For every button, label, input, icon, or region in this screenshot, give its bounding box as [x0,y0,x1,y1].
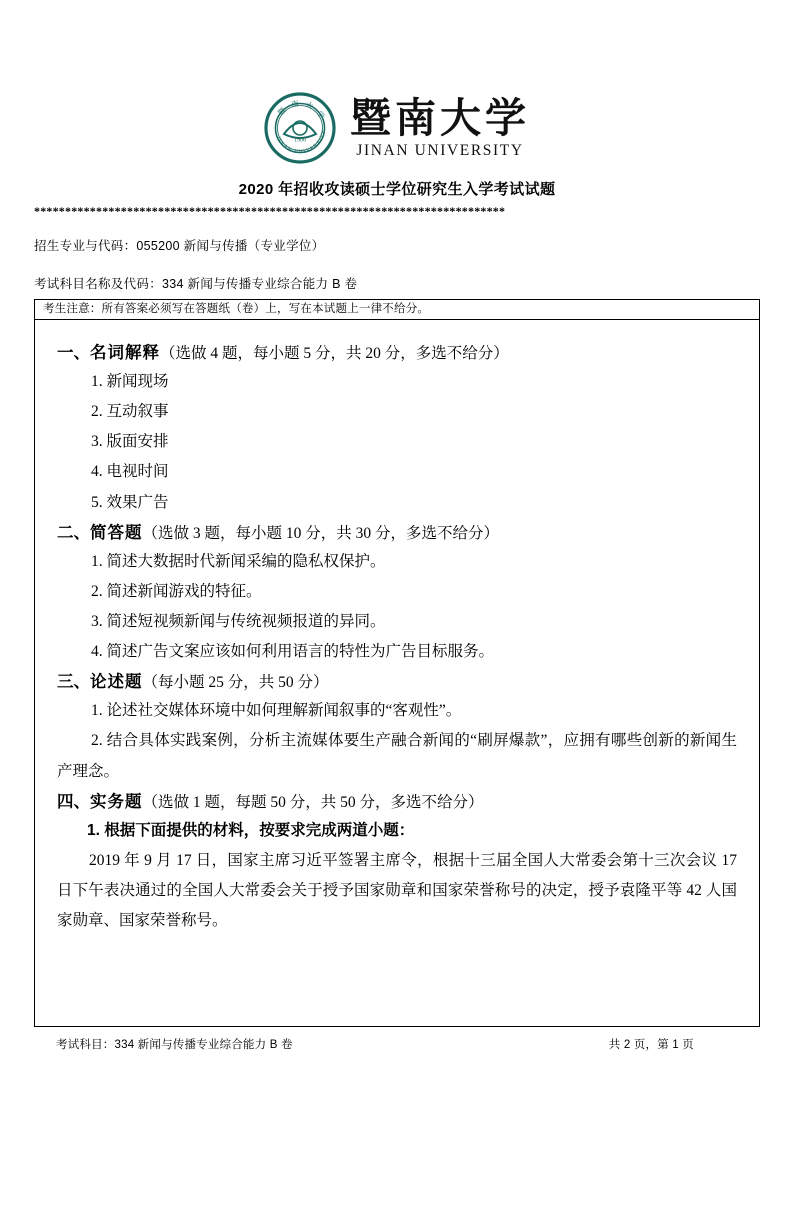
section-name: 论述题 [90,673,143,692]
exam-content-box [34,320,760,1027]
section-number: 三、 [57,673,90,692]
university-logo-block [0,86,794,170]
svg-text:1906: 1906 [294,137,306,144]
question-item: 1. 简述大数据时代新闻采编的隐私权保护。 [91,552,386,570]
section-name: 名词解释 [90,344,160,362]
question-item: 2. 简述新闻游戏的特征。 [91,582,262,600]
question-item: 3. 简述短视频新闻与传统视频报道的异同。 [91,612,386,630]
question-item: 5. 效果广告 [91,493,169,511]
university-wordmark [350,97,530,159]
section-heading-1 [57,340,737,367]
practical-subitem: 1. 根据下面提供的材料，按要求完成两道小题： [87,821,415,839]
question-item [57,726,737,786]
section-heading-4 [57,789,737,816]
question-item: 4. 简述广告文案应该如何利用语言的特性为广告目标服务。 [91,643,495,661]
section-scoring-note: （每小题 25 分，共 50 分） [142,674,329,692]
subject-and-code-line: 考试科目名称及代码：334 新闻与传播专业综合能力 B 卷 [34,277,358,291]
wordmark-english: JINAN UNIVERSITY [356,142,524,160]
question-rest: 分析主流媒体要生产融合新闻的“刷屏爆款”，应拥有哪些创新的新闻生产理念。 [57,732,737,780]
question-item: 2. 互动叙事 [91,402,169,420]
section-number: 二、 [57,523,90,542]
footer-subject: 考试科目：334 新闻与传播专业综合能力 B 卷 [56,1039,293,1051]
svg-text:暨 南 大 学: 暨 南 大 学 [276,98,328,123]
section-scoring-note: （选做 3 题，每小题 10 分，共 30 分，多选不给分） [142,524,500,542]
material-paragraph: 2019 年 9 月 17 日，国家主席习近平签署主席令，根据十三届全国人大常委会第十三次会议 17 日下午表决通过的全国人大常委会关于授予国家勋章和国家荣誉称号的决定，授予袁隆平等 42 人国家勋章、国家荣誉称号。 [57,851,737,930]
exam-title: 2020 年招收攻读硕士学位研究生入学考试试题 [238,181,556,198]
section-heading-3 [57,669,737,696]
asterisk-divider: **************************************************************************** [34,204,506,218]
candidate-notice-box: 考生注意：所有答案必须写在答题纸（卷）上，写在本试题上一律不给分。 [34,299,760,320]
section-number: 四、 [57,792,90,811]
question-lead: 2. 结合具体实践案例， [91,732,249,750]
section-scoring-note: （选做 1 题，每题 50 分，共 50 分，多选不给分） [142,793,484,811]
wordmark-chinese: 暨南大学 [350,95,530,142]
section-name: 简答题 [90,523,143,542]
question-item: 3. 版面安排 [91,433,169,451]
section-number: 一、 [57,344,90,362]
section-name: 实务题 [90,792,143,811]
svg-text:JINAN UNIVERSITY: JINAN UNIVERSITY [274,128,328,156]
section-heading-2 [57,520,737,547]
page-footer [34,1036,760,1052]
footer-page-number: 共 2 页，第 1 页 [608,1039,694,1051]
question-item: 4. 电视时间 [91,463,169,481]
question-item: 1. 新闻现场 [91,372,169,390]
question-item: 1. 论述社交媒体环境中如何理解新闻叙事的“客观性”。 [91,702,462,720]
section-scoring-note: （选做 4 题，每小题 5 分，共 20 分，多选不给分） [160,345,509,362]
major-and-code-line: 招生专业与代码：055200 新闻与传播（专业学位） [34,239,325,253]
university-seal-icon [264,92,336,164]
exam-paper-page [0,86,794,1209]
